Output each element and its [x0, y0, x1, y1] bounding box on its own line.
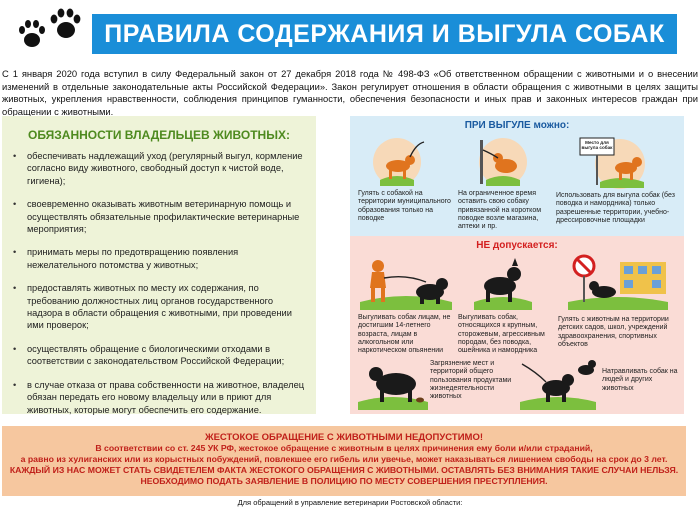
dog-attack-icon	[516, 354, 600, 410]
allowed-section	[350, 116, 684, 236]
forbidden-caption: Натравливать собак на людей и других животных	[602, 368, 678, 392]
forbidden-caption: Выгуливать собак, относящихся к крупным, сторожевым, агрессивным породам, без поводка, ошейника и намордника	[458, 314, 545, 355]
allowed-caption: На ограниченное время оставить свою собаку привязанной на коротком поводке возле магазина, аптеки и пр.	[458, 190, 542, 231]
tied-dog-icon	[470, 136, 536, 188]
dog-on-leash-icon	[364, 136, 430, 188]
walking-area-sign: Место для выгула собак	[581, 140, 613, 151]
forbidden-caption: Загрязнение мест и территорий общего пользования продуктами жизнедеятельности животных	[430, 360, 512, 401]
forbidden-section	[350, 236, 684, 414]
no-dogs-school-icon	[564, 252, 672, 310]
dog-fouling-icon	[356, 356, 430, 410]
allowed-title: ПРИ ВЫГУЛЕ можно:	[464, 120, 570, 131]
owner-duties-panel	[2, 116, 316, 414]
allowed-caption: Гулять с собакой на территории муниципального образования только на поводке	[358, 190, 451, 222]
forbidden-caption: Гулять с животным на территории детских садов, школ, учреждений здравоохранения, спортивных объектов	[558, 316, 669, 348]
list-item: • обеспечивать надлежащий уход (регулярный выгул, кормление согласно виду животного, свободный доступ к чистой воде, гигиена);	[10, 150, 306, 187]
footer-note: Для обращений в управление ветеринарии Ростовской области:	[237, 498, 463, 507]
intro-paragraph: С 1 января 2020 года вступил в силу Федеральный закон от 27 декабря 2018 года № 498-ФЗ «Об ответственном обращении с животными и о внесении изменений в отдельные законодательные акты Российской Федерации». Закон регулирует отношения в области обращения с животными в целях защиты животных, укрепления нравственности, соблюдения принципов гуманности, обеспечения безопасности и иных прав и законных интересов граждан при обращении с животными.	[2, 68, 698, 117]
cruelty-title: ЖЕСТОКОЕ ОБРАЩЕНИЕ С ЖИВОТНЫМИ НЕДОПУСТИМО!	[204, 432, 483, 443]
list-item: • своевременно оказывать животным ветеринарную помощь и осуществлять обязательные профилактические ветеринарные мероприятия;	[10, 198, 306, 235]
cruelty-line: а равно из хулиганских или из корыстных побуждений, повлекшее его гибель или увечье, может наказываться лишением свободы на срок до 3 лет.	[20, 454, 668, 464]
paw-prints-icon	[14, 8, 86, 54]
cruelty-line: В соответствии со ст. 245 УК РФ, жестокое обращение с животным в целях причинения ему боли и/или страданий,	[95, 443, 593, 453]
list-item: • принимать меры по предотвращению появления нежелательного потомства у животных;	[10, 246, 306, 271]
cruelty-line: КАЖДЫЙ ИЗ НАС МОЖЕТ СТАТЬ СВИДЕТЕЛЕМ ФАКТА ЖЕСТОКОГО ОБРАЩЕНИЯ С ЖИВОТНЫМИ. ОСТАВЛЯТЬ БЕЗ ВНИМАНИЯ ТАКИЕ СЛУЧАИ НЕЛЬЗЯ.	[9, 465, 679, 475]
header-banner	[0, 0, 700, 64]
duties-title: ОБЯЗАННОСТИ ВЛАДЕЛЬЦЕВ ЖИВОТНЫХ:	[28, 128, 290, 142]
large-dog-icon	[468, 254, 538, 310]
list-item: • осуществлять обращение с биологическими отходами в соответствии с законодательством Российской Федерации;	[10, 343, 306, 368]
list-item: • предоставлять животных по месту их содержания, по требованию должностных лиц органов государственного надзора в области обращения с животными, при проведении ими проверок;	[10, 282, 306, 332]
cruelty-line: НЕОБХОДИМО ПОДАТЬ ЗАЯВЛЕНИЕ В ПОЛИЦИЮ ПО МЕСТУ СОВЕРШЕНИЯ ПРЕСТУПЛЕНИЯ.	[140, 476, 548, 486]
forbidden-title: НЕ допускается:	[476, 240, 558, 251]
animal-cruelty-warning	[2, 426, 686, 496]
duties-list	[10, 150, 306, 427]
page-title: ПРАВИЛА СОДЕРЖАНИЯ И ВЫГУЛА СОБАК	[92, 14, 677, 54]
forbidden-caption: Выгуливать собак лицам, не достигшим 14-летнего возраста, лицам в алкогольном или наркотическом опьянении	[358, 314, 451, 355]
walking-rules-panel	[350, 116, 684, 414]
child-walking-dog-icon	[356, 254, 456, 310]
list-item: • в случае отказа от права собственности на животное, владелец обязан передать его новому владельцу или в приют для животных, которые могут обеспечить его содержание.	[10, 379, 306, 416]
allowed-caption: Использовать для выгула собак (без поводка и намордника) только разрешенные территории, учебно-дрессировочные площадки	[556, 192, 675, 224]
